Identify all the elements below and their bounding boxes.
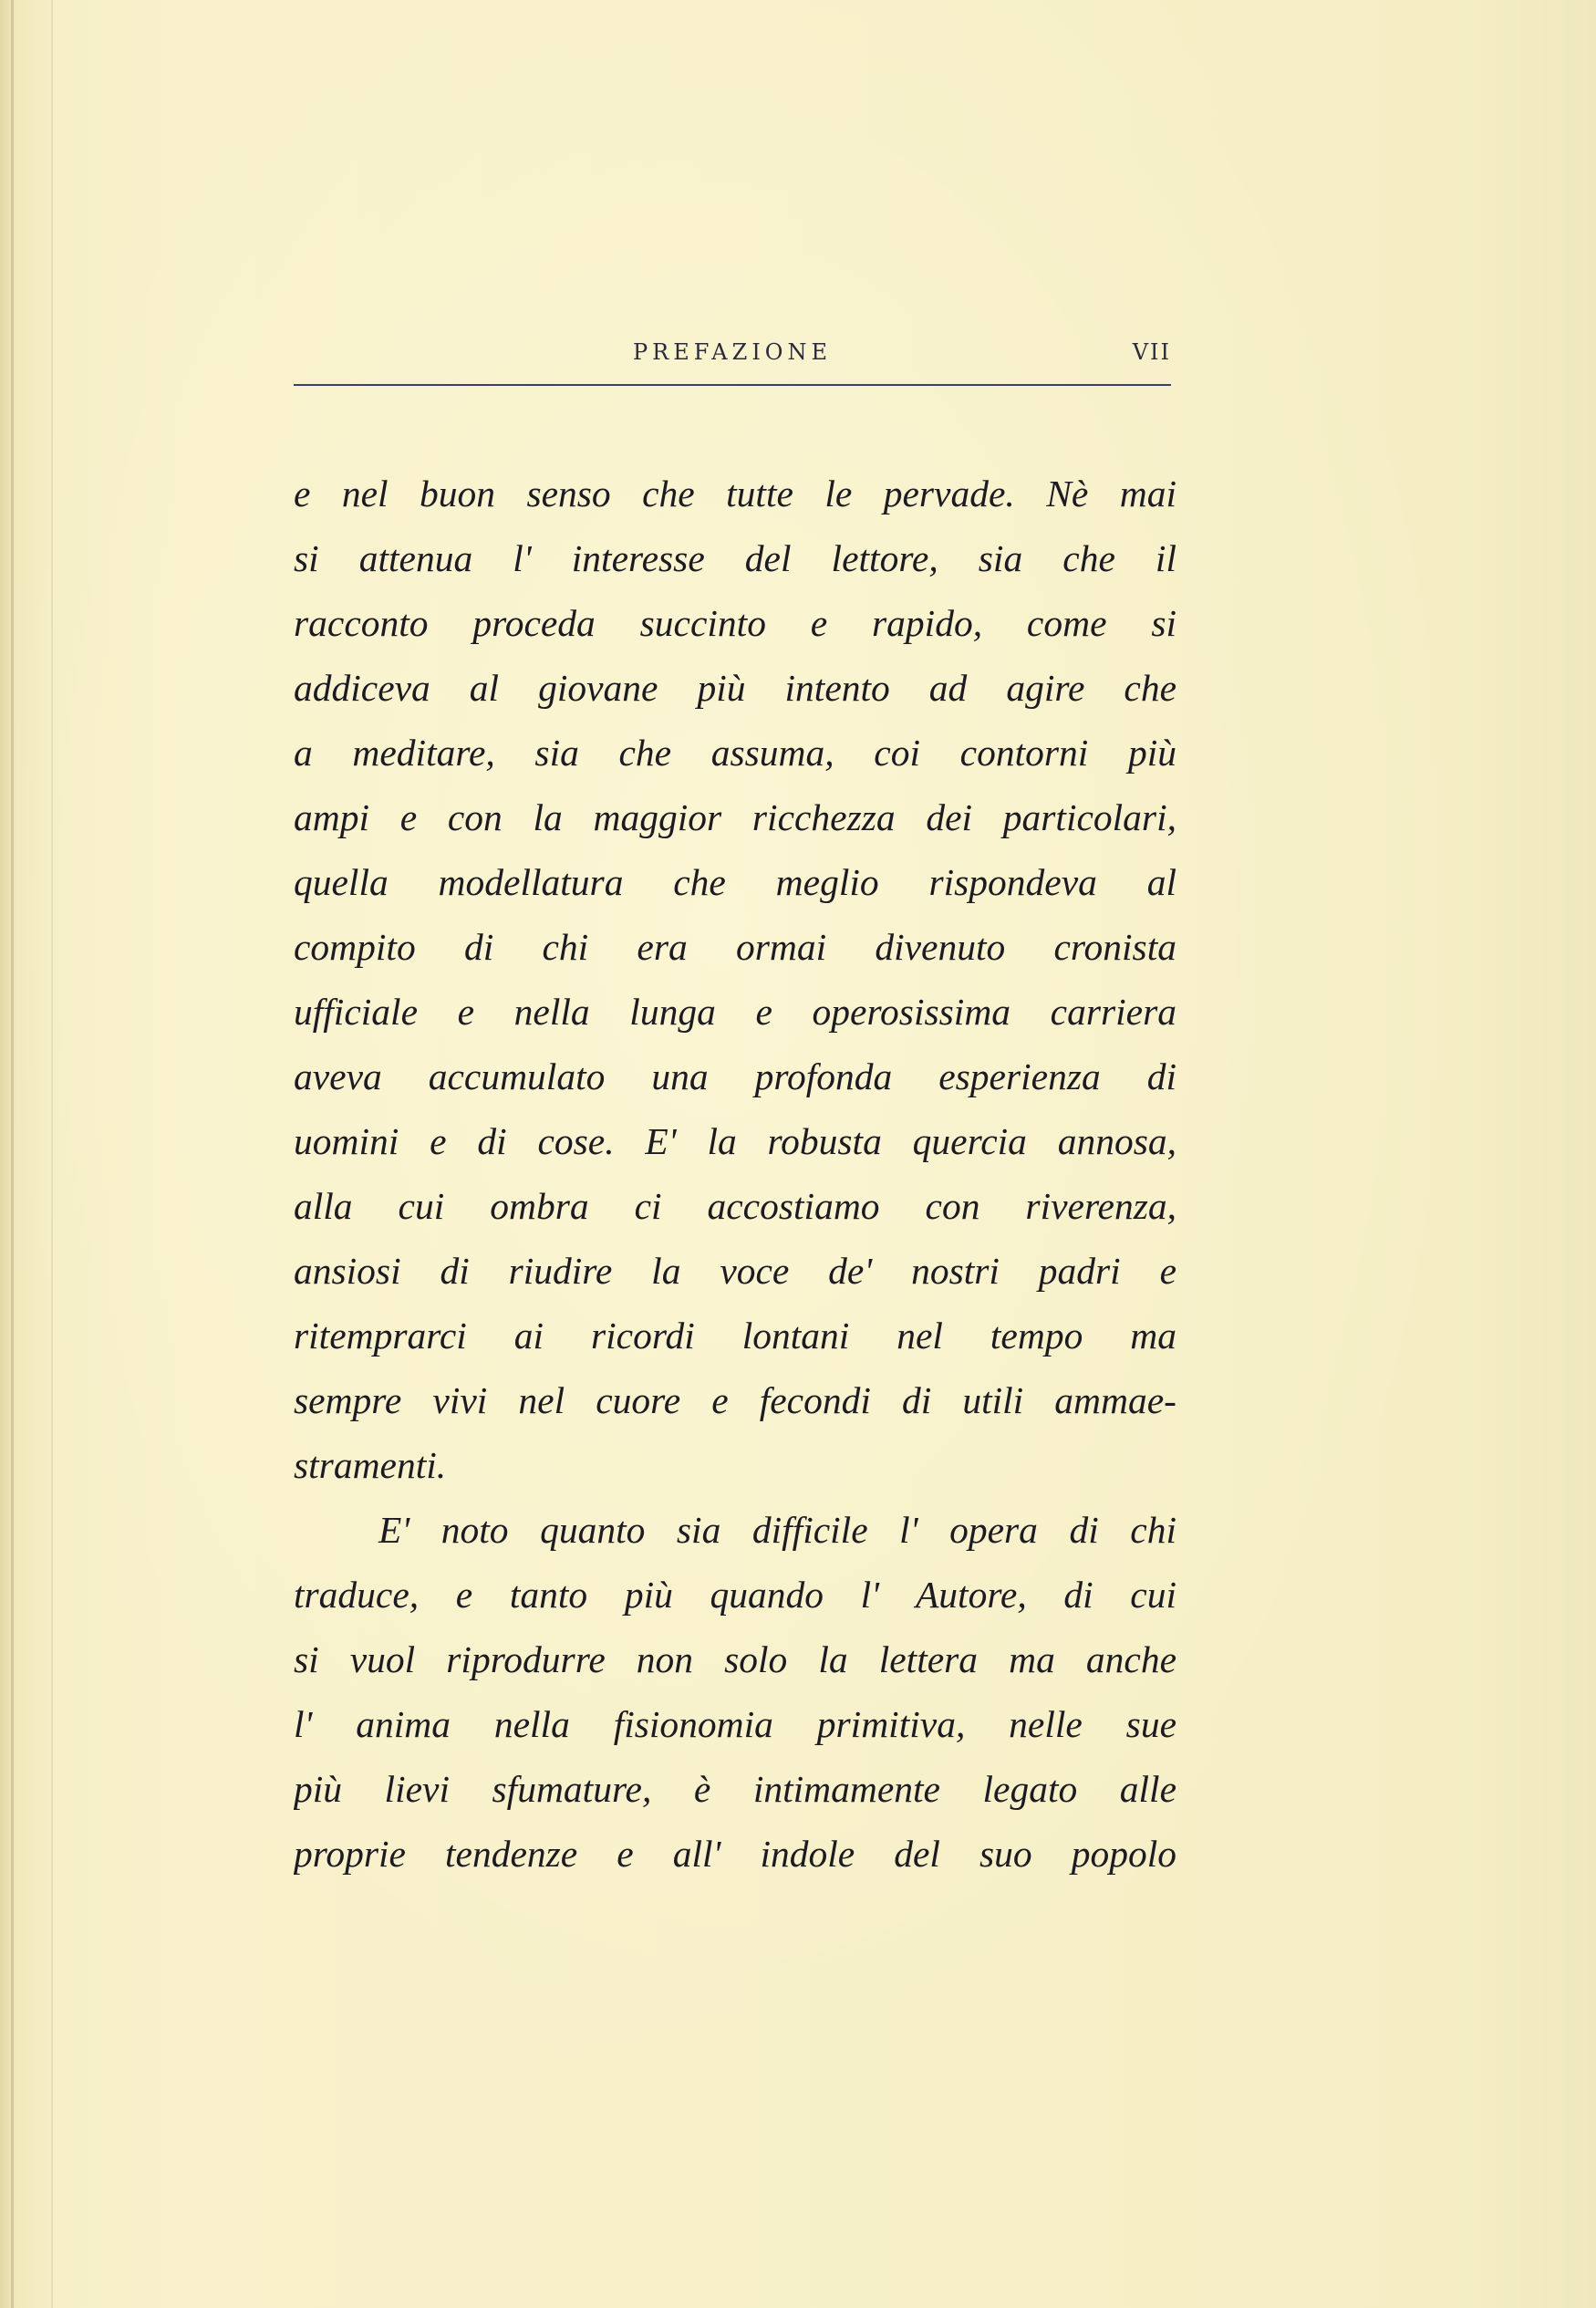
running-title: PREFAZIONE [633, 339, 832, 365]
text-line: compito di chi era ormai divenuto cronista [294, 926, 1176, 968]
text-line: a meditare, sia che assuma, coi contorni più [294, 732, 1176, 774]
text-line: racconto proceda succinto e rapido, come si [294, 602, 1176, 644]
spine-fold-line [11, 0, 14, 2308]
text-line: ufficiale e nella lunga e operosissima carriera [294, 991, 1176, 1033]
text-line: proprie tendenze e all' indole del suo popolo [294, 1833, 1176, 1875]
text-line: ritemprarci ai ricordi lontani nel tempo ma [294, 1315, 1176, 1357]
text-line: e nel buon senso che tutte le pervade. Nè mai [294, 473, 1176, 515]
header-rule [294, 384, 1171, 386]
text-line: l' anima nella fisionomia primitiva, nelle sue [294, 1703, 1176, 1745]
page-number: VII [1132, 339, 1171, 365]
text-line: alla cui ombra ci accostiamo con riverenza, [294, 1185, 1176, 1227]
page-spine-edge [0, 0, 16, 2308]
text-line: sempre vivi nel cuore e fecondi di utili ammae- [294, 1379, 1176, 1421]
text-line: ampi e con la maggior ricchezza dei particolari, [294, 796, 1176, 838]
text-line: quella modellatura che meglio rispondeva al [294, 861, 1176, 903]
text-line: aveva accumulato una profonda esperienza di [294, 1055, 1176, 1097]
text-line: traduce, e tanto più quando l' Autore, di cui [294, 1574, 1176, 1616]
paragraph-first-line: E' noto quanto sia difficile l' opera di chi [378, 1509, 1176, 1551]
text-line: addiceva al giovane più intento ad agire che [294, 667, 1176, 709]
text-line: uomini e di cose. E' la robusta quercia annosa, [294, 1120, 1176, 1162]
text-line: si vuol riprodurre non solo la lettera ma anche [294, 1638, 1176, 1680]
text-line: ansiosi di riudire la voce de' nostri padri e [294, 1250, 1176, 1292]
inner-fold-line [51, 0, 53, 2308]
paragraph-end-line: stramenti. [294, 1444, 447, 1486]
text-line: più lievi sfumature, è intimamente legato alle [294, 1768, 1176, 1810]
text-line: si attenua l' interesse del lettore, sia che il [294, 537, 1176, 579]
page-header [294, 339, 1171, 372]
body-text [294, 462, 1176, 1887]
